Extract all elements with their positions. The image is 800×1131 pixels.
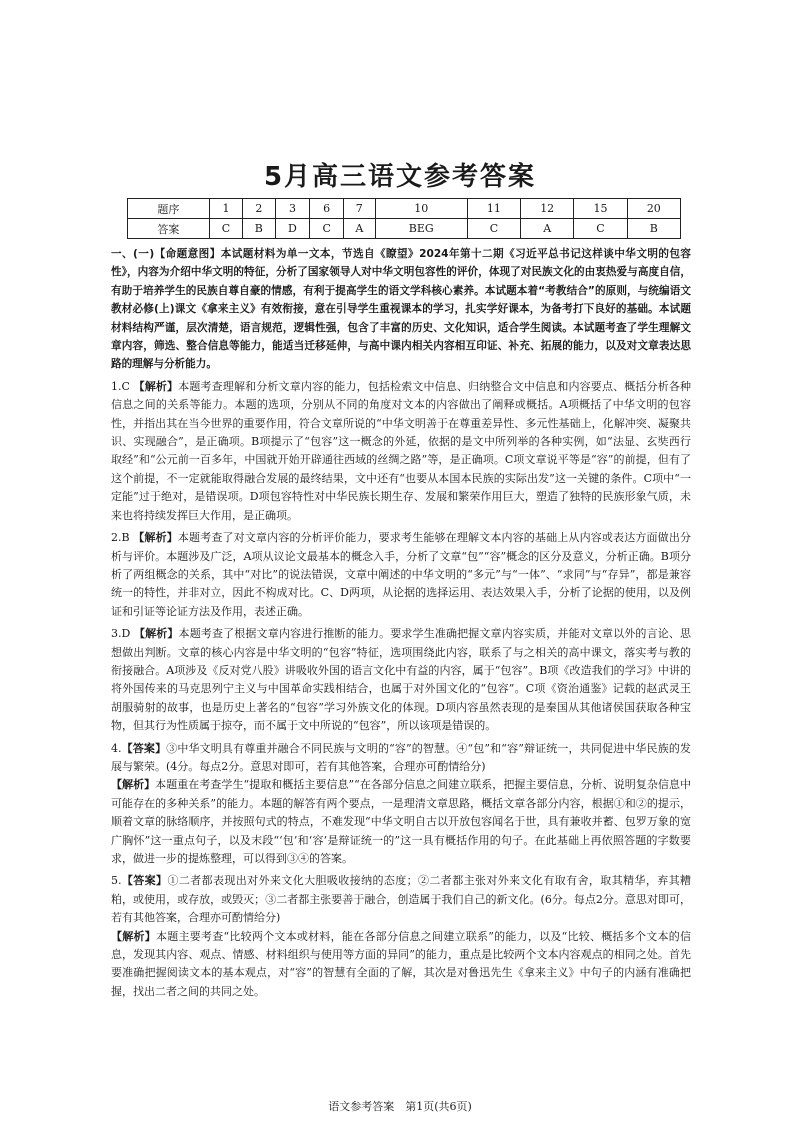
intro-paragraph: 一、(一)【命题意图】本试题材料为单一文本，节选自《瞭望》2024年第十二期《习近平总书记这样谈中华文明的包容性》，内容为介绍中华文明的特征，分析了国家领导人对中华文明包容性的评价，体现了对民族文化的由衷热爱与高度自信，有助于培养学生的民族自尊自豪的情感，有利于提高学生的语文学科核心素养。本试题本着“考教结合”的原则，与统编语文教材必修(上)课文《拿来主义》有效衔接，意在引导学生重视课本的学习，扎实学好课本，为备考打下良好的基础。本试题材料结构严谨，层次清楚，语言规范，逻辑性强，包含了丰富的历史、文化知识，适合学生阅读。本试题考查了学生理解文章内容，筛选、整合信息等能力，能适当迁移延伸，与高中课内相关内容相互印证、补充、拓展的能力，以及对文章表达思路的理解与分析能力。 bbox=[111, 248, 691, 371]
item-text: ③中华文明具有尊重并融合不同民族与文明的“容”的智慧。④“包”和“容”辩证统一，共同促进中华民族的发展与繁荣。(4分。每点2分。意思对即可，若有其他答案，合理亦可酌情给分) bbox=[111, 741, 691, 773]
answer-table-answer-row bbox=[128, 219, 681, 239]
answer-cell: C bbox=[209, 219, 242, 239]
question-number: 7 bbox=[343, 199, 375, 219]
item-analysis-text: 本题主要考查“比较两个文本或材料，能在各部分信息之间建立联系”的能力，以及“比较、概括多个文本的信息，发现其内容、观点、情感、材料组织与使用等方面的异同”的能力，重点是比较两个文本内容观点的相同之处。首先要准确把握阅读文本的基本观点，对“容”的智慧有全面的了解，其次是对鲁迅先生《拿来主义》中句子的内涵有准确把握，找出二者之间的共同之处。 bbox=[111, 929, 691, 998]
item-number: 1.C bbox=[111, 379, 130, 393]
answer-content bbox=[111, 245, 691, 1001]
answer-cell: C bbox=[467, 219, 520, 239]
page-footer: 语文参考答案 第1页(共6页) bbox=[328, 1100, 472, 1113]
answer-cell: D bbox=[275, 219, 310, 239]
item-number: 3.D bbox=[111, 627, 131, 641]
answer-table bbox=[127, 198, 681, 239]
item-analysis-text: 本题重在考查学生“提取和概括主要信息”“在各部分信息之间建立联系，把握主要信息，分析、说明复杂信息中可能存在的多种关系”的能力。本题的解答有两个要点，一是理清文章思路，概括文章各部分内容，根据①和②的提示，顺着文章的脉络顺序，并按照句式的特点，不难发现“中华文明自古以开放包容闻名于世，具有兼收并蓄、包罗万象的宽广胸怀”这一重点句子，以及末段“‘包’和‘容’是辩证统一的”这一具有概括作用的句子。在此基础上再依照答题的字数要求，做进一步的提炼整理，可以得到③④的答案。 bbox=[111, 778, 692, 865]
item-number: 5. bbox=[111, 874, 122, 888]
analysis-tag: 【解析】 bbox=[133, 531, 178, 545]
item-number: 4. bbox=[111, 741, 122, 755]
question-number: 10 bbox=[375, 199, 467, 219]
question-number: 3 bbox=[275, 199, 310, 219]
analysis-tag: 【解析】 bbox=[111, 778, 156, 792]
answer-cell: C bbox=[574, 219, 627, 239]
analysis-tag: 【解析】 bbox=[133, 379, 179, 393]
answer-tag: 【答案】 bbox=[121, 874, 168, 888]
item-number: 2.B bbox=[111, 531, 130, 545]
question-number: 20 bbox=[627, 199, 680, 219]
answer-cell: A bbox=[343, 219, 375, 239]
question-number: 6 bbox=[310, 199, 343, 219]
question-number: 1 bbox=[209, 199, 242, 219]
question-number: 15 bbox=[574, 199, 627, 219]
item-text: 本题考查了根据文章内容进行推断的能力。要求学生准确把握文章内容实质，并能对文章以外的言论、思想做出判断。文章的核心内容是中华文明的“包容”特征，选项围绕此内容，联系了与之相关的高中课文，落实考与教的衔接融合。A项涉及《反对党八股》讲吸收外国的语言文化中有益的内容，属于“包容”。B项《改造我们的学习》中讲的将外国传来的马克思列宁主义与中国革命实践相结合，也属于对外国文化的“包容”。C项《资治通鉴》记载的赵武灵王胡服骑射的故事，也是历史上著名的“包容”学习外族文化的体现。D项内容虽然表现的是秦国从其他诸侯国获取各种宝物，但其行为性质属于掠夺，而不属于文中所说的“包容”，所以该项是错误的。 bbox=[111, 627, 691, 733]
question-number: 12 bbox=[521, 199, 574, 219]
explanation-item-1 bbox=[111, 378, 691, 525]
answer-table-number-row bbox=[128, 199, 681, 219]
explanation-item-5 bbox=[111, 872, 691, 1001]
item-text: 本题考查理解和分析文章内容的能力，包括检索文中信息、归纳整合文中信息和内容要点、概括分析各种信息之间的关系等能力。本题的选项，分别从不同的角度对文本的内容做出了阐释或概括。A项概括了中华文明的包容性，并指出其在当今世界的重要作用，符合文章所说的“中华文明善于在尊重差异性、多元性基础上，化解冲突、凝聚共识、实现融合”，是正确项。B项提示了“包容”这一概念的外延，依据的是文中所列举的各种实例，如“法显、玄奘西行取经”和“公元前一百多年，中国就开始开辟通往西域的丝绸之路”等，是正确项。C项文章说平等是“容”的前提，但有了这个前提，不一定就能取得融合发展的最终结果，文中还有“也要从本国本民族的实际出发”这一关键的条件。C项中“一定能”过于绝对，是错误项。D项包容特性对中华民族长期生存、发展和繁荣作用巨大，塑造了独特的民族形象气质，未来也将持续发挥巨大作用，是正确项。 bbox=[111, 379, 692, 522]
analysis-tag: 【解析】 bbox=[133, 627, 179, 641]
explanation-item-4 bbox=[111, 740, 691, 869]
table-header-label: 题序 bbox=[128, 199, 210, 219]
explanation-item-2 bbox=[111, 529, 691, 621]
analysis-tag: 【解析】 bbox=[111, 929, 157, 943]
item-text: 本题考查了对文章内容的分析评价能力，要求考生能够在理解文本内容的基础上从内容或表达方面做出分析与评价。本题涉及广泛，A项从议论文最基本的概念入手，分析了文章“包”“容”概念的区分及意义，分析正确。B项分析了两组概念的关系，其中“对比”的说法错误，文章中阐述的中华文明的“多元”与“一体”、“求同”与“存异”，都是兼容统一的特性，并非对立，因此不构成对比。C、D两项，从论据的选择运用、表达效果入手，分析了论据的使用，以及例证和引证等论证方法及作用，表述正确。 bbox=[111, 531, 692, 618]
page-title: 5月高三语文参考答案 bbox=[263, 162, 537, 192]
table-answer-label: 答案 bbox=[128, 219, 210, 239]
item-text: ①二者都表现出对外来文化大胆吸收接纳的态度；②二者都主张对外来文化有取有舍，取其精华，弃其糟粕，或使用，或存放，或毁灭；③二者都主张要善于融合，创造属于我们自己的新文化。(6分。每点2分。意思对即可，若有其他答案，合理亦可酌情给分) bbox=[111, 874, 691, 925]
question-number: 2 bbox=[243, 199, 275, 219]
explanation-item-3 bbox=[111, 625, 691, 735]
question-number: 11 bbox=[467, 199, 520, 219]
answer-cell: B bbox=[243, 219, 275, 239]
answer-cell: B bbox=[627, 219, 680, 239]
answer-cell: C bbox=[310, 219, 343, 239]
answer-cell: A bbox=[521, 219, 574, 239]
answer-cell: BEG bbox=[375, 219, 467, 239]
answer-tag: 【答案】 bbox=[121, 741, 167, 755]
